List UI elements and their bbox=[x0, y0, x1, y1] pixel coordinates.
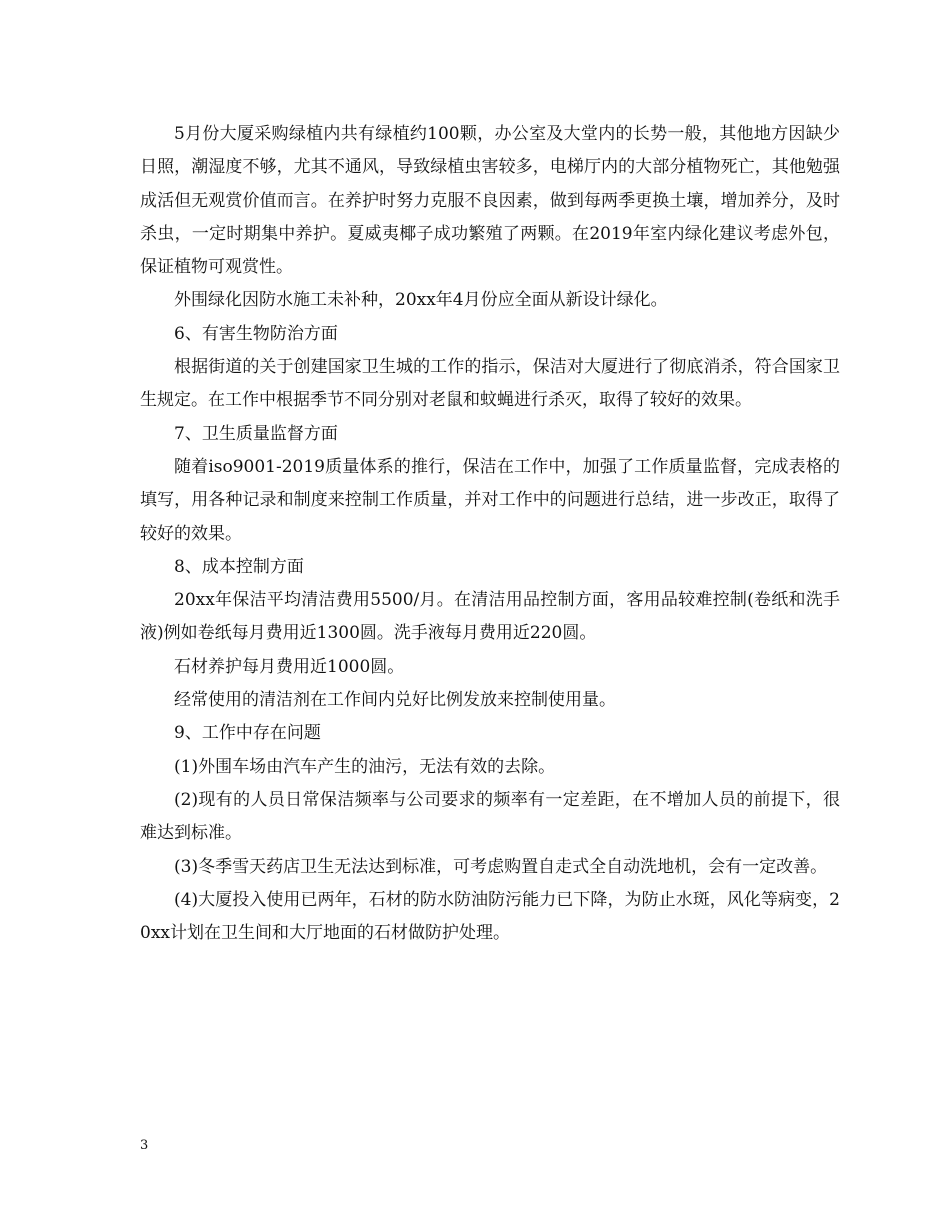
issue-item-1: (1)外围车场由汽车产生的油污，无法有效的去除。 bbox=[174, 756, 556, 777]
section-heading-cost-control: 8、成本控制方面 bbox=[174, 556, 304, 577]
issue-item-3: (3)冬季雪天药店卫生无法达到标准，可考虑购置自走式全自动洗地机，会有一定改善。 bbox=[174, 856, 828, 877]
section-heading-quality-supervision: 7、卫生质量监督方面 bbox=[174, 423, 338, 444]
paragraph-cleaning-cost: 20xx年保洁平均清洁费用5500/月。在清洁用品控制方面，客用品较难控制(卷纸和洗手液)例如卷纸每月费用近1300圆。洗手液每月费用近220圆。 bbox=[140, 590, 840, 644]
document-body bbox=[140, 118, 840, 950]
paragraph-outdoor-greenery: 外围绿化因防水施工未补种，20xx年4月份应全面从新设计绿化。 bbox=[174, 290, 668, 311]
section-heading-work-issues: 9、工作中存在问题 bbox=[174, 723, 321, 744]
page-number: 3 bbox=[140, 1138, 149, 1153]
paragraph-detergent-usage: 经常使用的清洁剂在工作间内兑好比例发放来控制使用量。 bbox=[174, 690, 616, 711]
issue-item-4: (4)大厦投入使用已两年，石材的防水防油防污能力已下降，为防止水斑，风化等病变，20xx计划在卫生间和大厅地面的石材做防护处理。 bbox=[140, 889, 840, 944]
paragraph-stone-maintenance-cost: 石材养护每月费用近1000圆。 bbox=[174, 656, 405, 677]
paragraph-greenery-purchase: 5月份大厦采购绿植内共有绿植约100颗，办公室及大堂内的长势一般，其他地方因缺少日照，潮湿度不够，尤其不通风，导致绿植虫害较多，电梯厅内的大部分植物死亡，其他勉强成活但无观赏价值而言。在养护时努力克服不良因素，做到每两季更换土壤，增加养分，及时杀虫，一定时期集中养护。夏威夷椰子成功繁殖了两颗。在2019年室内绿化建议考虑外包，保证植物可观赏性。 bbox=[140, 124, 840, 278]
section-heading-pest-control: 6、有害生物防治方面 bbox=[174, 323, 338, 344]
issue-item-2: (2)现有的人员日常保洁频率与公司要求的频率有一定差距，在不增加人员的前提下，很难达到标准。 bbox=[140, 789, 840, 844]
paragraph-quality-supervision: 随着iso9001-2019质量体系的推行，保洁在工作中，加强了工作质量监督，完成表格的填写，用各种记录和制度来控制工作质量，并对工作中的问题进行总结，进一步改正，取得了较好的效果。 bbox=[140, 456, 840, 544]
paragraph-pest-control: 根据街道的关于创建国家卫生城的工作的指示，保洁对大厦进行了彻底消杀，符合国家卫生规定。在工作中根据季节不同分别对老鼠和蚊蝇进行杀灭，取得了较好的效果。 bbox=[140, 357, 840, 411]
